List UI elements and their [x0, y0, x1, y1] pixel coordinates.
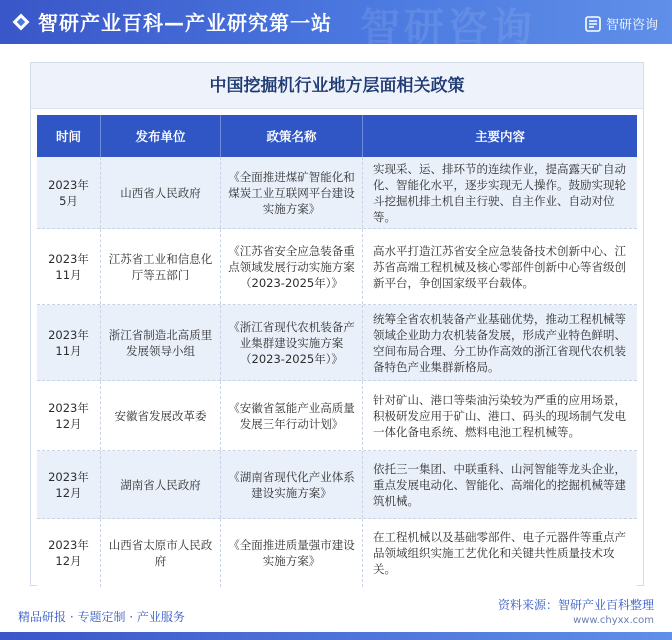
logo-diamond-icon [12, 13, 30, 31]
cell-time: 2023年 12月 [37, 451, 101, 518]
cell-issuer: 湖南省人民政府 [101, 451, 221, 518]
source-text: 资料来源：智研产业百科整理 [497, 598, 654, 612]
table-row [37, 519, 637, 587]
cell-content: 依托三一集团、中联重科、山河智能等龙头企业，重点发展电动化、智能化、高端化的挖掘机械等建筑机械。 [373, 461, 626, 508]
cell-time: 2023年 11月 [37, 229, 101, 304]
site-title: 智研产业百科—产业研究第一站 [38, 11, 332, 35]
table-body [37, 157, 637, 587]
cell-policy: 《全面推进质量强市建设实施方案》 [221, 519, 363, 587]
top-banner [0, 0, 672, 51]
column-header-content: 主要内容 [474, 129, 525, 144]
footer-source [498, 596, 654, 626]
table-header [37, 115, 637, 157]
footer-services: 精品研报 · 专题定制 · 产业服务 [18, 610, 185, 624]
cell-policy: 《安徽省氢能产业高质量发展三年行动计划》 [221, 381, 363, 450]
table-row [37, 381, 637, 451]
cell-time: 2023年 5月 [37, 157, 101, 228]
source-url[interactable]: www.chyxx.com [573, 615, 654, 626]
banner-watermark: 智研咨询 [360, 5, 536, 51]
column-header-policy: 政策名称 [221, 115, 363, 157]
cell-time: 2023年 11月 [37, 305, 101, 380]
cell-content: 高水平打造江苏省安全应急装备技术创新中心、江苏省高端工程机械及核心零部件创新中心等省级创新平台，争创国家级平台载体。 [373, 243, 626, 290]
column-header-issuer: 发布单位 [101, 115, 221, 157]
brand-mark-icon [585, 16, 601, 32]
table-row [37, 157, 637, 229]
policy-table-card [30, 62, 644, 586]
cell-issuer: 江苏省工业和信息化厅等五部门 [101, 229, 221, 304]
cell-time: 2023年 12月 [37, 381, 101, 450]
table-title: 中国挖掘机行业地方层面相关政策 [31, 63, 643, 109]
cell-time: 2023年 12月 [37, 519, 101, 587]
brand-name: 智研咨询 [605, 18, 658, 33]
cell-issuer: 山西省太原市人民政府 [101, 519, 221, 587]
cell-content: 统筹全省农机装备产业基础优势，推动工程机械等领域企业助力农机装备发展，形成产业特色鲜明、空间布局合理、分工协作高效的浙江省现代农机装备特色产业集群新格局。 [373, 311, 626, 374]
table-row [37, 229, 637, 305]
cell-policy: 《江苏省安全应急装备重点领域发展行动实施方案（2023-2025年）》 [221, 229, 363, 304]
cell-content: 实现采、运、排环节的连续作业，提高露天矿自动化、智能化水平，逐步实现无人操作。鼓励实现轮斗挖掘机排土机自主行驶、自主作业、自动对位等。 [373, 161, 626, 224]
cell-issuer: 安徽省发展改革委 [101, 381, 221, 450]
cell-policy: 《全面推进煤矿智能化和煤炭工业互联网平台建设实施方案》 [221, 157, 363, 228]
cell-content: 针对矿山、港口等柴油污染较为严重的应用场景，积极研发应用于矿山、港口、码头的现场制气发电一体化备电系统、燃料电池工程机械等。 [373, 392, 626, 439]
cell-policy: 《浙江省现代农机装备产业集群建设实施方案（2023-2025年）》 [221, 305, 363, 380]
cell-issuer: 山西省人民政府 [101, 157, 221, 228]
column-header-time: 时间 [37, 115, 101, 157]
footer-bar [0, 632, 672, 640]
table-row [37, 305, 637, 381]
cell-content: 在工程机械以及基础零部件、电子元器件等重点产品领域组织实施工艺优化和关键共性质量技术攻关。 [373, 530, 626, 576]
cell-policy: 《湖南省现代化产业体系建设实施方案》 [221, 451, 363, 518]
cell-issuer: 浙江省制造北高质里发展领导小组 [101, 305, 221, 380]
table-row [37, 451, 637, 519]
brand-logo [585, 14, 658, 33]
